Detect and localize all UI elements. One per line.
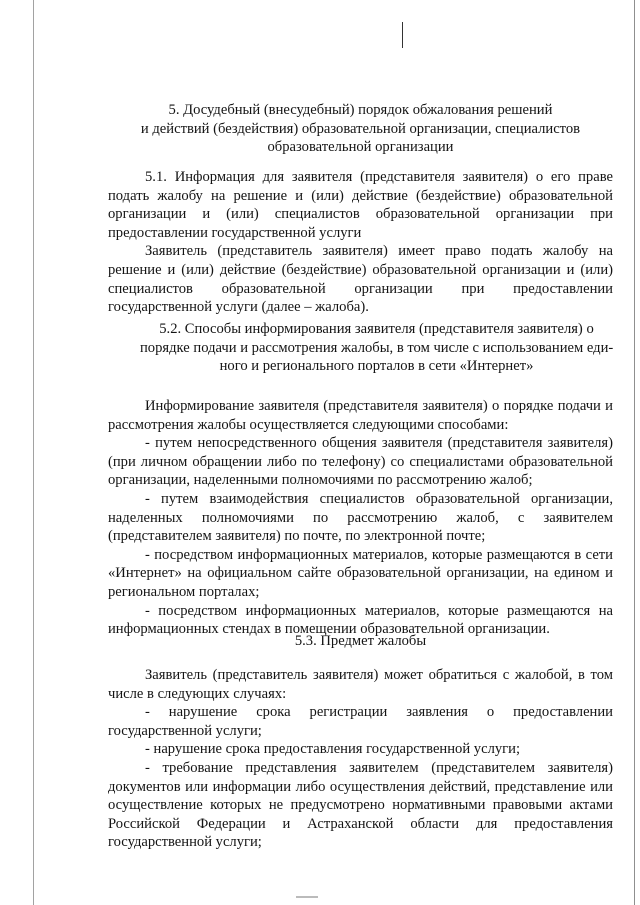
section-5-1-block [108,168,613,317]
list-item: - посредством информационных материалов, которые размещаются на информационных стендах в помещении образовательной организации. [108,602,613,638]
heading-line: ного и регионального порталов в сети «Интернет» [219,358,534,375]
list-item: - нарушение срока регистрации заявления о предоставлении государственной услуги; [108,704,613,739]
page-left-edge [33,0,34,905]
heading-line: 5. Досудебный (внесудебный) порядок обжалования решений [168,102,553,118]
list-item: - нарушение срока предоставления государственной услуги; [145,741,521,758]
section-5-3-block [108,666,613,852]
heading-line: 5.2. Способы информирования заявителя (представителя заявителя) о [159,321,594,337]
list-item: - посредством информационных материалов, которые размещаются в сети «Интернет» на официальном сайте образовательной организации, на едином и региональном порталах; [108,546,613,600]
list-item: - путем взаимодействия специалистов образовательной организации, наделенных полномочиями по рассмотрению жалоб, с заявителем (представителем заявителя) по почте, по электронной почте; [108,490,613,545]
paragraph: Информирование заявителя (представителя заявителя) о порядке подачи и рассмотрения жалобы осуществляется следующими способами: [108,398,613,433]
scan-artifact-bottom [296,896,318,898]
page-right-edge [634,0,635,905]
section-5-3-heading: 5.3. Предмет жалобы [294,633,427,649]
paragraph: 5.1. Информация для заявителя (представителя заявителя) о его праве подать жалобу на решение и (или) действие (бездействие) образовательной организации и (или) специалистов образовательной организации при предоставлении государственной услуги [108,169,613,241]
list-item: - путем непосредственного общения заявителя (представителя заявителя) (при личном обращении либо по телефону) со специалистами образовательной организации, наделенными полномочиями по рассмотрению жалоб; [108,435,613,489]
list-item: - требование представления заявителем (представителем заявителя) документов или информации либо осуществления действий, представление или осуществление которых не предусмотрено нормативными правовыми актами Российской Федерации и Астраханской области для предоставления государственной услуги; [108,759,613,851]
heading-line: и действий (бездействия) образовательной организации, специалистов [140,120,581,137]
scan-artifact-top [402,22,403,48]
section-5-heading [108,101,613,157]
heading-line: порядке подачи и рассмотрения жалобы, в том числе с использованием еди- [140,339,614,356]
paragraph: Заявитель (представитель заявителя) имеет право подать жалобу на решение и (или) действие (бездействие) образовательной организации и (или) специалистов образовательной организации при предоставлении государственной услуги (далее – жалоба). [108,243,613,316]
paragraph: Заявитель (представитель заявителя) может обратиться с жалобой, в том числе в следующих случаях: [108,667,613,702]
section-5-2-block [108,397,613,639]
section-5-2-heading [140,320,613,376]
heading-line: образовательной организации [267,139,454,156]
